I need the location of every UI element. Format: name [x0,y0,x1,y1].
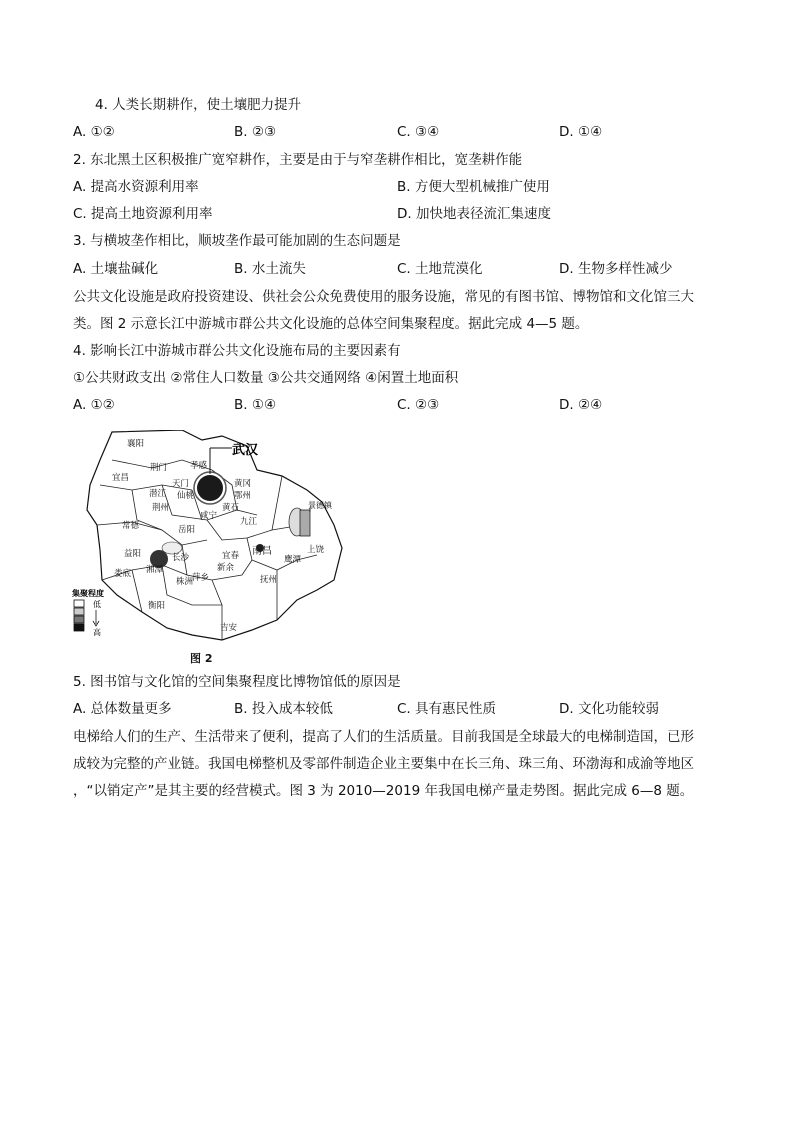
q4-option-a: A. ①② [73,397,115,413]
callout-wuhan: 武汉 [232,443,259,458]
legend-title: 集聚程度 [72,589,104,598]
city-label: 萍乡 [192,573,210,583]
city-label: 九江 [240,517,258,527]
q1-item-4: 4. 人类长期耕作，使土壤肥力提升 [95,97,302,113]
q4-option-c: C. ②③ [397,397,440,413]
q2-option-d: D. 加快地表径流汇集速度 [397,206,551,222]
q3-option-d: D. 生物多样性减少 [559,261,673,277]
city-cluster-map [72,430,372,645]
q5-stem: 5. 图书馆与文化馆的空间集聚程度比博物馆低的原因是 [73,674,401,690]
city-label: 鹰潭 [284,555,302,565]
city-label: 常德 [122,521,140,531]
city-label: 荆门 [150,463,168,473]
q3-stem: 3. 与横坡垄作相比，顺坡垄作最可能加剧的生态问题是 [73,233,401,249]
q5-option-c: C. 具有惠民性质 [397,701,497,717]
q5-option-d: D. 文化功能较弱 [559,701,659,717]
city-label: 新余 [217,563,235,573]
q4-items: ①公共财政支出 ②常住人口数量 ③公共交通网络 ④闲置土地面积 [73,370,459,386]
callout-jingdezhen: 景德镇 [308,501,332,510]
q3-option-a: A. 土壤盐碱化 [73,261,159,277]
city-label: 娄底 [114,569,132,579]
city-label: 荆州 [152,503,170,513]
city-label: 抚州 [260,575,278,585]
passage1-line1: 公共文化设施是政府投资建设、供社会公众免费使用的服务设施，常见的有图书馆、博物馆和文化馆三大 [73,289,694,305]
legend-swatch-4 [74,624,84,631]
city-label: 衡阳 [148,601,166,611]
legend-high: 高 [93,628,101,637]
city-label: 天门 [172,479,190,489]
q2-option-c: C. 提高土地资源利用率 [73,206,213,222]
q3-option-c: C. 土地荒漠化 [397,261,483,277]
figure-caption: 图 2 [190,652,213,665]
q4-option-d: D. ②④ [559,397,603,413]
city-label: 宜昌 [112,473,130,483]
city-label: 岳阳 [178,525,196,535]
passage2-line3: ，“以销定产”是其主要的经营模式。图 3 为 2010—2019 年我国电梯产量走势图。据此完成 6—8 题。 [73,783,694,799]
hotspot-jingdezhen [300,510,310,536]
city-label: 湘潭 [146,565,164,575]
q1-option-a: A. ①② [73,124,115,140]
q5-option-a: A. 总体数量更多 [73,701,172,717]
city-label: 襄阳 [127,439,145,449]
passage2-line2: 成较为完整的产业链。我国电梯整机及零部件制造企业主要集中在长三角、珠三角、环渤海和成渝等地区 [73,756,694,772]
map-legend [72,588,104,637]
passage2-line1: 电梯给人们的生产、生活带来了便利，提高了人们的生活质量。目前我国是全球最大的电梯制造国，已形 [73,729,694,745]
city-label: 株洲 [176,577,194,587]
city-label: 黄冈 [234,479,252,489]
q1-option-b: B. ②③ [234,124,277,140]
q5-option-b: B. 投入成本较低 [234,701,333,717]
q2-stem: 2. 东北黑土区积极推广宽窄耕作，主要是由于与窄垄耕作相比，宽垄耕作能 [73,152,523,168]
legend-swatch-2 [74,608,84,615]
q3-option-b: B. 水土流失 [234,261,306,277]
city-label: 鄂州 [234,491,252,501]
city-label: 吉安 [220,623,238,633]
passage1-line2: 类。图 2 示意长江中游城市群公共文化设施的总体空间集聚程度。据此完成 4—5 题。 [73,316,589,332]
city-label: 益阳 [124,549,142,559]
city-label: 孝感 [190,461,208,471]
q1-option-c: C. ③④ [397,124,440,140]
city-label: 长沙 [172,553,190,563]
legend-swatch-1 [74,600,84,607]
legend-swatch-3 [74,616,84,623]
q2-option-b: B. 方便大型机械推广使用 [397,179,550,195]
q4-stem: 4. 影响长江中游城市群公共文化设施布局的主要因素有 [73,343,401,359]
q2-option-a: A. 提高水资源利用率 [73,179,199,195]
q4-option-b: B. ①④ [234,397,277,413]
city-label: 宜春 [222,551,240,561]
city-label: 咸宁 [200,511,218,521]
city-label: 黄石 [222,503,240,513]
legend-low: 低 [93,600,101,609]
city-label: 上饶 [307,545,325,555]
city-label: 南昌 [252,546,272,557]
hotspot-wuhan [197,475,223,501]
q1-option-d: D. ①④ [559,124,603,140]
city-label: 仙桃 [177,491,195,501]
city-label: 潜江 [149,489,167,499]
